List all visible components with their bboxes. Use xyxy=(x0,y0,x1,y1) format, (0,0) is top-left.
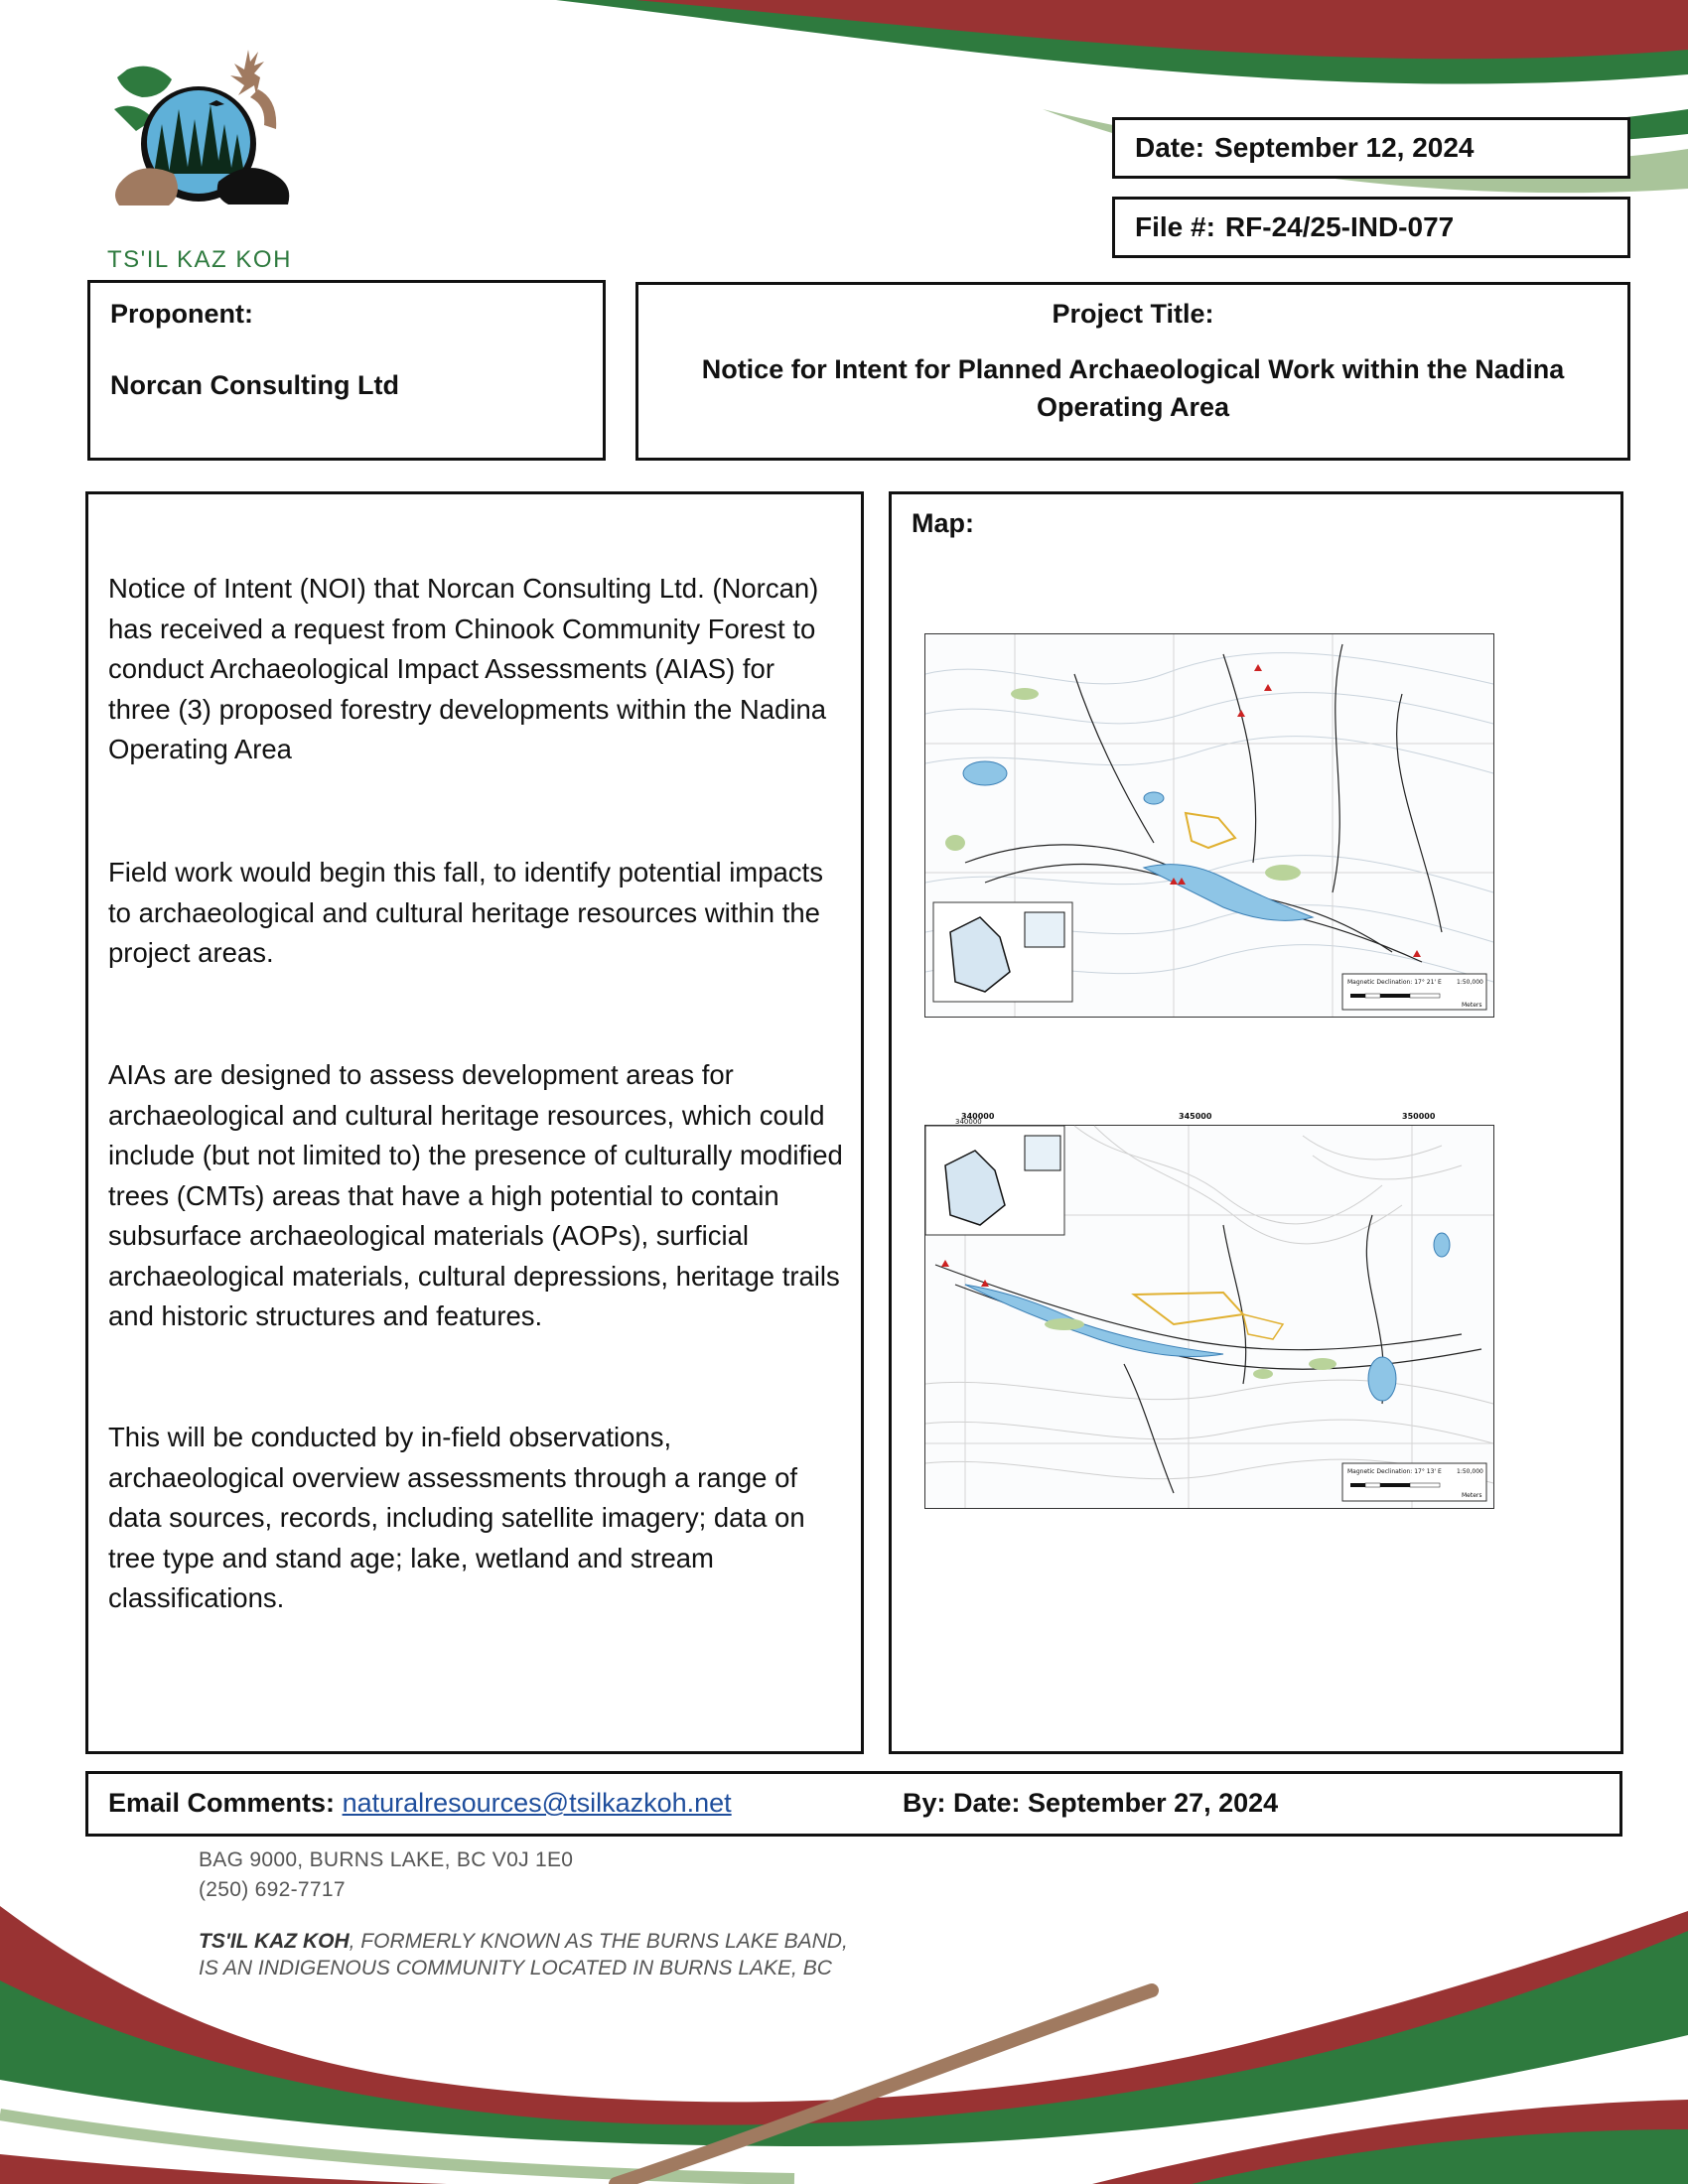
footer-desc-line2: IS AN INDIGENOUS COMMUNITY LOCATED IN BURNS LAKE, BC xyxy=(199,1957,832,1979)
email-link[interactable]: naturalresources@tsilkazkoh.net xyxy=(342,1788,732,1818)
map-image-2 xyxy=(924,1112,1494,1509)
proponent-box xyxy=(87,280,606,461)
map-2-x-tick-345000: 345000 xyxy=(1179,1112,1212,1121)
map-image-1 xyxy=(924,633,1494,1018)
due-date-value: September 27, 2024 xyxy=(1028,1788,1279,1818)
map-2-scale-ratio: 1:50,000 xyxy=(1457,1468,1483,1475)
notice-body-box xyxy=(85,491,864,1754)
email-label: Email Comments: xyxy=(108,1788,336,1818)
date-value: September 12, 2024 xyxy=(1214,132,1475,163)
file-box xyxy=(1112,197,1630,258)
footer-desc-rest: , FORMERLY KNOWN AS THE BURNS LAKE BAND, xyxy=(349,1930,848,1953)
logo-wordmark: TS'IL KAZ KOH xyxy=(107,246,292,273)
due-date xyxy=(903,1788,1278,1819)
project-title-label: Project Title: xyxy=(1052,299,1214,329)
date-box xyxy=(1112,117,1630,179)
proponent-label: Proponent: xyxy=(110,299,253,329)
footer-swoosh xyxy=(0,1886,1688,2184)
map-label: Map: xyxy=(912,508,974,538)
map-2-x-ticks xyxy=(925,1112,1493,1124)
map-2-declination: Magnetic Declination: 17° 13' E xyxy=(1347,1468,1442,1475)
paragraph-aia: AIAs are designed to assess development areas for archaeological and cultural heritage resources, which could include (but not limited to) the presence of culturally modified trees (CMTs) areas that have a high potential to contain subsurface archaeological materials (AOPs), surficial archaeological materials, cultural depressions, heritage trails and historic structures and features. xyxy=(108,1059,843,1331)
file-label: File #: xyxy=(1135,211,1215,242)
map-2-x-tick-1: 340000 xyxy=(955,1118,982,1126)
map-1-declination: Magnetic Declination: 17° 21' E xyxy=(1347,979,1442,986)
logo xyxy=(99,35,298,273)
comments-box xyxy=(85,1771,1622,1837)
map-1-units: Meters xyxy=(1462,1002,1482,1009)
footer-phone: (250) 692-7717 xyxy=(199,1878,346,1901)
paragraph-fieldwork: Field work would begin this fall, to identify potential impacts to archaeological and cultural heritage resources within the project areas. xyxy=(108,857,823,968)
date-label: Date: xyxy=(1135,132,1205,163)
due-date-label: By: Date: xyxy=(903,1788,1021,1818)
map-2-units: Meters xyxy=(1462,1492,1482,1499)
paragraph-methods: This will be conducted by in-field observations, archaeological overview assessments through a range of data sources, records, including satellite imagery; data on tree type and stand age; lake, wetland and stream classifications. xyxy=(108,1422,805,1613)
footer-band-name: TS'IL KAZ KOH xyxy=(199,1930,350,1953)
email-comments xyxy=(108,1788,732,1819)
project-title-value: Notice for Intent for Planned Archaeological Work within the Nadina Operating Area xyxy=(701,354,1565,422)
project-title-box xyxy=(635,282,1630,461)
map-1-scale-ratio: 1:50,000 xyxy=(1457,979,1483,986)
logo-emblem-icon xyxy=(99,35,298,233)
paragraph-noi: Notice of Intent (NOI) that Norcan Consulting Ltd. (Norcan) has received a request from Chinook Community Forest to conduct Archaeological Impact Assessments (AIAS) for three (3) proposed forestry developments within the Nadina Operating Area xyxy=(108,573,827,764)
map-2-x-tick-350000: 350000 xyxy=(1402,1112,1436,1121)
footer-address: BAG 9000, BURNS LAKE, BC V0J 1E0 xyxy=(199,1848,574,1871)
file-value: RF-24/25-IND-077 xyxy=(1224,211,1455,242)
proponent-value: Norcan Consulting Ltd xyxy=(110,370,399,400)
map-box xyxy=(889,491,1623,1754)
map-1-graphic xyxy=(925,634,1493,1017)
map-2-x-tick-340000: 340000 xyxy=(961,1112,995,1121)
map-2-graphic xyxy=(925,1118,1493,1508)
